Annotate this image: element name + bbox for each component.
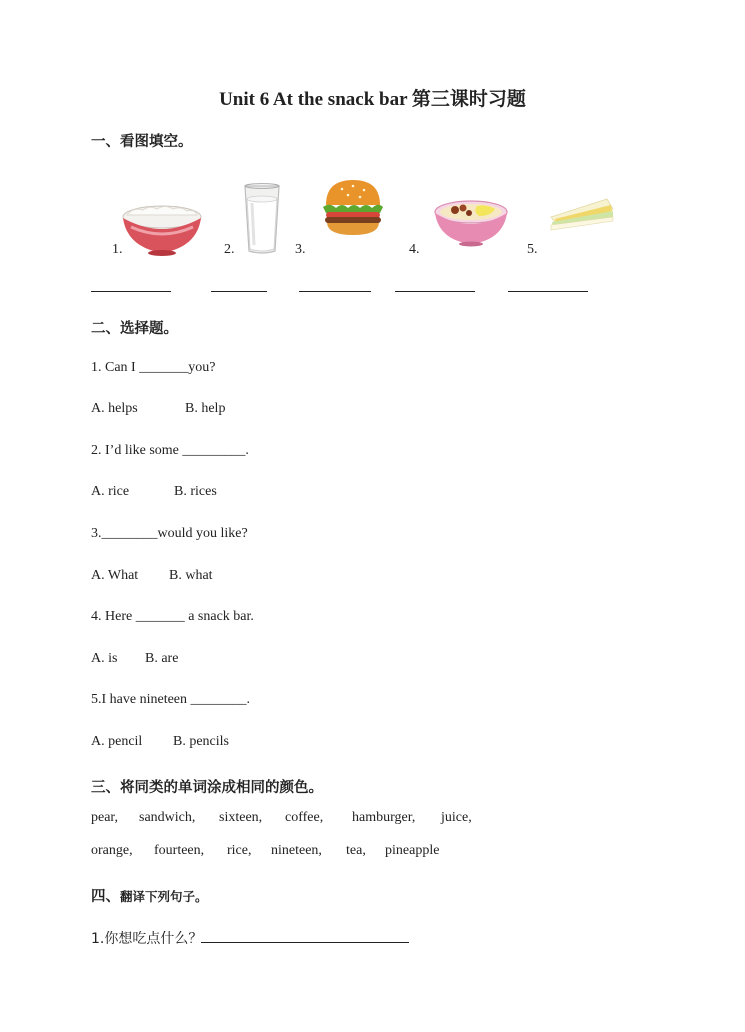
question-5-option-a: A. pencil [91,734,143,749]
word-item[interactable]: pineapple [385,843,440,858]
word-item[interactable]: fourteen, [154,843,205,858]
question-2-option-a: A. rice [91,484,130,499]
word-item[interactable]: rice, [227,843,252,858]
item-number-5: 5. [527,242,538,257]
question-4-option-a: A. is [91,651,118,666]
word-item[interactable]: nineteen, [271,843,322,858]
section-heading-1: 一、看图填空。 [91,134,193,150]
section-heading-4 [91,885,208,906]
word-item[interactable]: sixteen, [219,810,263,825]
item-number-1: 1. [112,242,123,257]
page-title: Unit 6 At the snack bar 第三课时习题 [219,89,526,110]
question-2: 2. I’d like some _________. [91,443,249,458]
word-item[interactable]: coffee, [285,810,324,825]
word-item[interactable]: hamburger, [352,810,416,825]
question-1-option-a: A. helps [91,401,138,416]
word-item[interactable]: pear, [91,810,119,825]
question-4: 4. Here _______ a snack bar. [91,609,254,624]
question-3-option-b: B. what [169,568,213,583]
section-heading-3: 三、将同类的单词涂成相同的颜色。 [91,780,323,796]
answer-blank-5[interactable] [508,291,588,292]
word-item[interactable]: orange, [91,843,133,858]
item-number-3: 3. [295,242,306,257]
word-item[interactable]: juice, [441,810,472,825]
question-5-option-b: B. pencils [173,734,229,749]
item-number-4: 4. [409,242,420,257]
translation-answer-line-1[interactable] [201,942,409,943]
translation-question-1: 1.你想吃点什么？ [91,931,203,947]
noodles-bowl-icon [433,196,509,248]
section-heading-4-number: 四、 [91,889,120,905]
question-1-option-b: B. help [185,401,226,416]
section-heading-2: 二、选择题。 [91,321,178,337]
milk-glass-icon [243,183,281,255]
answer-blank-4[interactable] [395,291,475,292]
section-heading-4-text: 翻译下列句子。 [120,889,208,904]
question-3: 3.________would you like? [91,526,248,541]
word-item[interactable]: sandwich, [139,810,196,825]
question-5: 5.I have nineteen ________. [91,692,251,707]
question-2-option-b: B. rices [174,484,217,499]
answer-blank-2[interactable] [211,291,267,292]
question-4-option-b: B. are [145,651,179,666]
item-number-2: 2. [224,242,235,257]
answer-blank-1[interactable] [91,291,171,292]
answer-blank-3[interactable] [299,291,371,292]
sandwich-icon [549,195,615,231]
question-3-option-a: A. What [91,568,139,583]
question-1: 1. Can I _______you? [91,360,216,375]
word-item[interactable]: tea, [346,843,366,858]
rice-bowl-icon [121,203,203,257]
hamburger-icon [320,177,386,237]
